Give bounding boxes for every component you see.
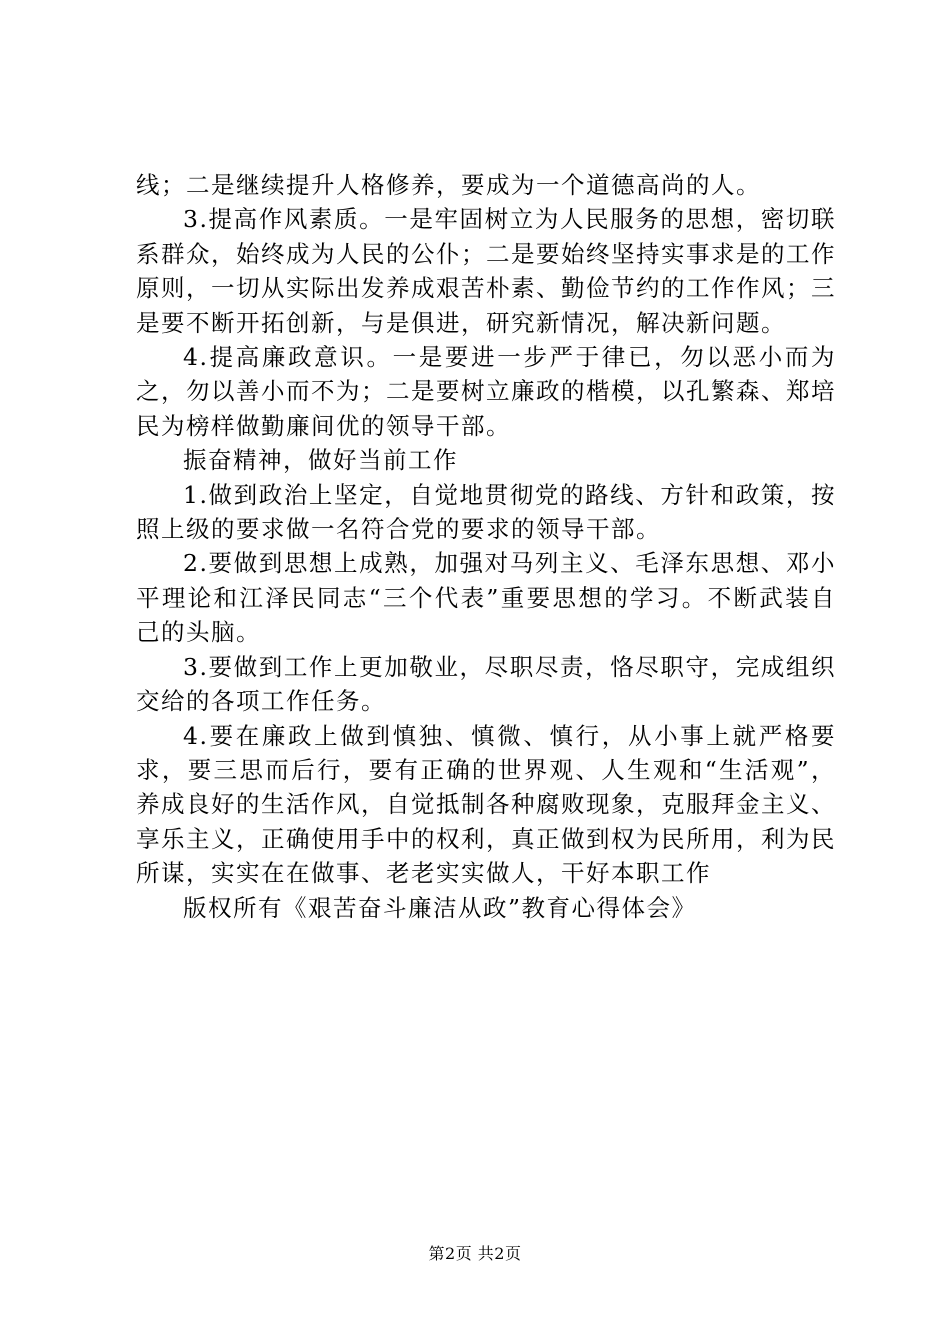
paragraph-item-3: 3.要做到工作上更加敬业，尽职尽责，恪尽职守，完成组织交给的各项工作任务。 (136, 652, 836, 716)
copyright-line: 版权所有《艰苦奋斗廉洁从政”教育心得体会》 (183, 893, 697, 922)
paragraph-work-style: 3.提高作风素质。一是牢固树立为人民服务的思想，密切联系群众，始终成为人民的公仆；二是要始终坚持实事求是的工作原则，一切从实际出发养成艰苦朴素、勤俭节约的工作作风；三是要不断开拓创新，与是俱进，研究新情况，解决新问题。 (136, 205, 836, 337)
paragraph-item-4: 4.要在廉政上做到慎独、慎微、慎行，从小事上就严格要求，要三思而后行，要有正确的世界观、人生观和“生活观”，养成良好的生活作风，自觉抵制各种腐败现象，克服拜金主义、享乐主义，正确使用手中的权利，真正做到权为民所用，利为民所谋，实实在在做事、老老实实做人，干好本职工作 (136, 721, 836, 888)
page-number-footer: 第2页 共2页 (428, 1244, 522, 1263)
paragraph-continuation: 线；二是继续提升人格修养，要成为一个道德高尚的人。 (136, 171, 761, 199)
paragraph-item-1: 1.做到政治上坚定，自觉地贯彻党的路线、方针和政策，按照上级的要求做一名符合党的要求的领导干部。 (136, 480, 836, 544)
document-body (136, 168, 836, 925)
section-heading: 振奋精神，做好当前工作 (183, 446, 458, 475)
paragraph-integrity: 4.提高廉政意识。一是要进一步严于律已，勿以恶小而为之，勿以善小而不为；二是要树立廉政的楷模，以孔繁森、郑培民为榜样做勤廉间优的领导干部。 (136, 343, 836, 440)
paragraph-item-2: 2.要做到思想上成熟，加强对马列主义、毛泽东思想、邓小平理论和江泽民同志“三个代表”重要思想的学习。不断武装自己的头脑。 (136, 549, 836, 647)
